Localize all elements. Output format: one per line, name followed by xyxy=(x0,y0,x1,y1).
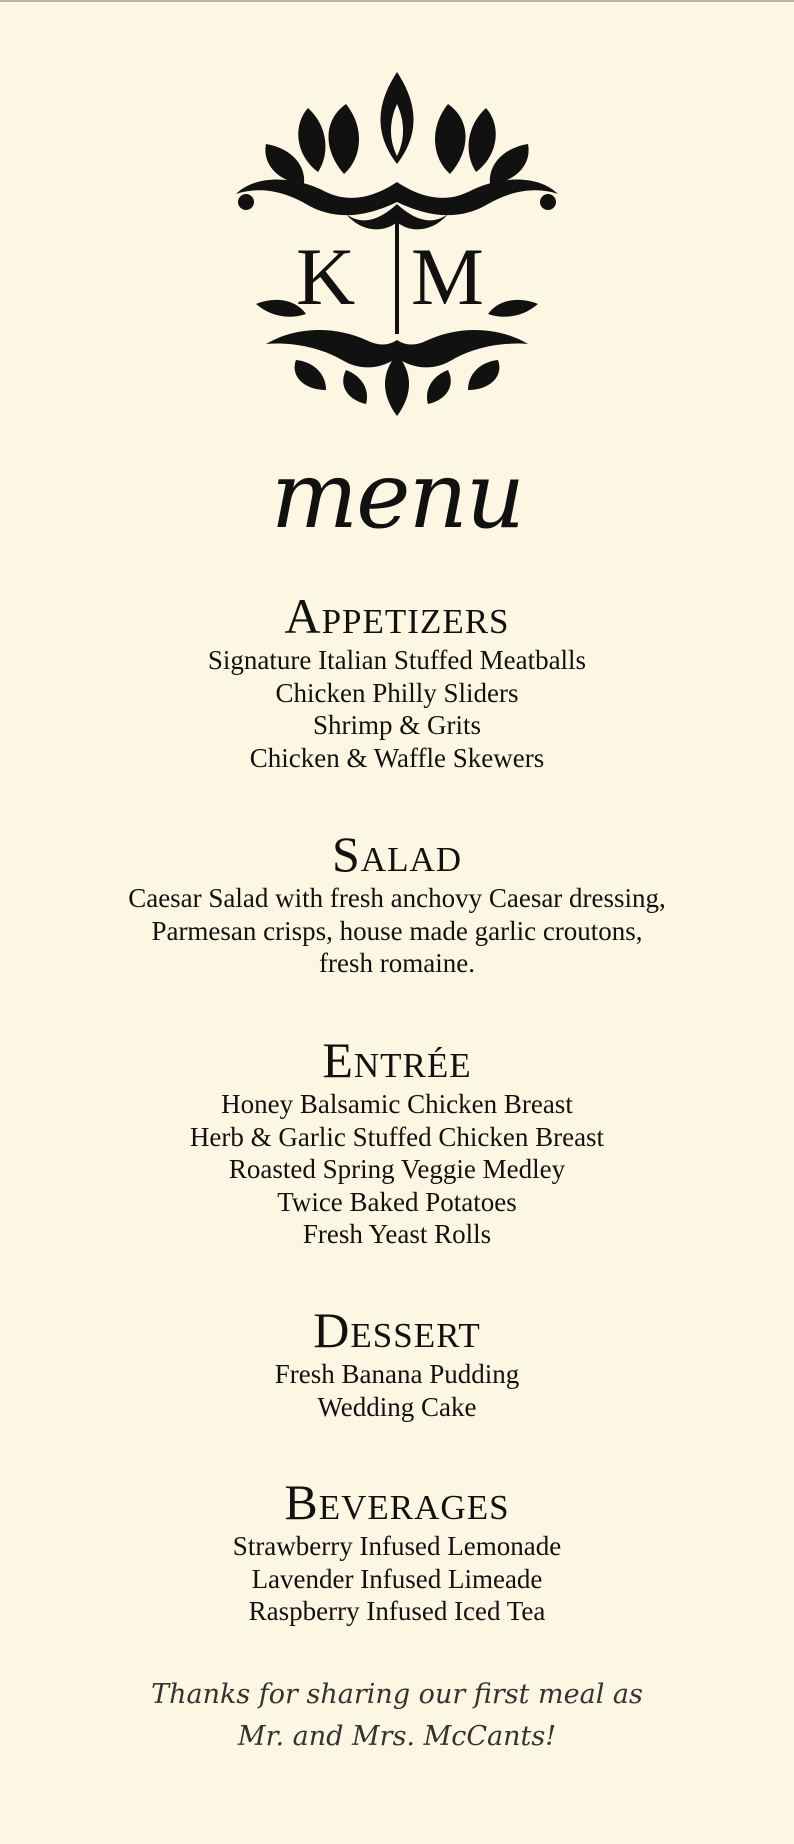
menu-item: Herb & Garlic Stuffed Chicken Breast xyxy=(189,1121,605,1152)
section-dessert xyxy=(0,1302,794,1423)
menu-item: Fresh Banana Pudding xyxy=(274,1359,520,1389)
section-heading: Entrée xyxy=(322,1032,472,1088)
menu-item: Fresh Yeast Rolls xyxy=(302,1219,492,1249)
monogram-letter-k: K xyxy=(296,231,356,322)
monogram-emblem xyxy=(226,64,568,420)
closing-line-1: Thanks for sharing our first meal as xyxy=(151,1679,643,1710)
menu-item: Honey Balsamic Chicken Breast xyxy=(221,1089,573,1119)
menu-item: Roasted Spring Veggie Medley xyxy=(228,1154,566,1184)
section-entree xyxy=(0,1032,794,1251)
section-heading: Appetizers xyxy=(284,588,510,644)
menu-item: Twice Baked Potatoes xyxy=(277,1186,517,1217)
section-heading: Dessert xyxy=(313,1302,481,1358)
section-beverages xyxy=(0,1474,794,1628)
menu-item: Parmesan crisps, house made garlic croutons, xyxy=(151,915,643,946)
menu-item: Chicken Philly Sliders xyxy=(275,677,519,708)
menu-title: menu xyxy=(270,442,524,549)
menu-item: Chicken & Waffle Skewers xyxy=(249,742,545,773)
closing-note xyxy=(0,1674,794,1758)
floral-crest-icon xyxy=(226,64,568,420)
menu-item: Signature Italian Stuffed Meatballs xyxy=(207,645,587,675)
menu-item: Shrimp & Grits xyxy=(312,710,481,740)
menu-item: Lavender Infused Limeade xyxy=(251,1563,543,1594)
menu-item: Raspberry Infused Iced Tea xyxy=(248,1596,546,1626)
closing-line-2: Mr. and Mrs. McCants! xyxy=(237,1721,557,1752)
menu-item: Wedding Cake xyxy=(317,1391,477,1422)
section-heading: Salad xyxy=(331,826,462,882)
section-appetizers xyxy=(0,588,794,774)
menu-item: Strawberry Infused Lemonade xyxy=(232,1531,562,1561)
menu-item: fresh romaine. xyxy=(319,948,475,978)
monogram-letter-m: M xyxy=(411,231,484,322)
section-heading: Beverages xyxy=(284,1474,510,1530)
section-salad xyxy=(0,826,794,980)
menu-item: Caesar Salad with fresh anchovy Caesar dressing, xyxy=(128,883,666,913)
